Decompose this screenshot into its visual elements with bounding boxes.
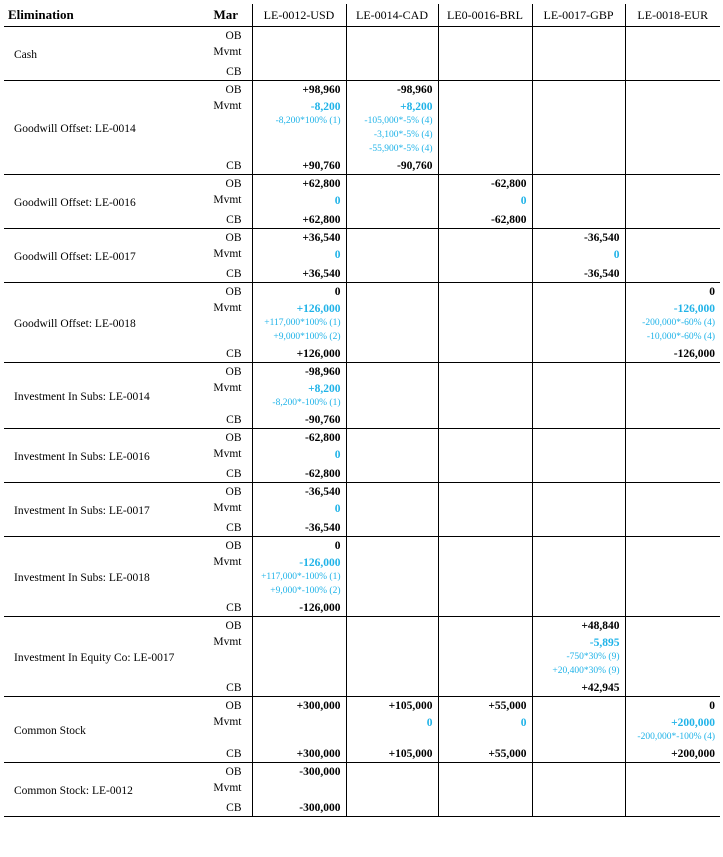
opening-balance-label: OB: [225, 700, 242, 712]
closing-balance-value: [625, 798, 720, 817]
closing-balance-value: [625, 156, 720, 175]
opening-balance-value: [252, 27, 346, 47]
opening-balance-value: [346, 617, 438, 637]
opening-balance-value: +62,800: [252, 175, 346, 195]
movement-cell: [532, 46, 625, 62]
opening-balance-label: OB: [225, 232, 242, 244]
closing-balance-value: [438, 464, 532, 483]
opening-balance-value: [252, 617, 346, 637]
account-name: Investment In Subs: LE-0017: [4, 483, 200, 537]
opening-balance-value: [532, 537, 625, 557]
movement-cell: [625, 46, 720, 62]
entity-header: LE-0018-EUR: [625, 4, 720, 27]
closing-balance-value: [532, 598, 625, 617]
opening-balance-value: [532, 429, 625, 449]
closing-balance-value: [532, 410, 625, 429]
movement-cell: [625, 556, 720, 598]
movement-calculation-note: +117,000*100% (1): [264, 318, 341, 328]
opening-balance-value: [346, 363, 438, 383]
movement-calculation-note: -8,200*-100% (1): [272, 398, 341, 408]
opening-balance-value: [346, 27, 438, 47]
movement-cell: [532, 194, 625, 210]
opening-balance-value: [532, 27, 625, 47]
closing-balance-value: +126,000: [252, 344, 346, 363]
movement-cell: [532, 716, 625, 744]
closing-balance-value: [438, 156, 532, 175]
movement-cell: [438, 716, 532, 744]
entity-header: LE-0014-CAD: [346, 4, 438, 27]
movement-label: Mvmt: [213, 382, 242, 394]
opening-balance-value: [438, 537, 532, 557]
opening-balance-value: [625, 363, 720, 383]
movement-cell: [625, 248, 720, 264]
movement-value: -8,200: [310, 101, 341, 113]
movement-value: -5,895: [589, 637, 620, 649]
closing-balance-value: +36,540: [252, 264, 346, 283]
opening-balance-value: [346, 429, 438, 449]
table-row-ob: [4, 27, 720, 47]
opening-balance-value: [438, 363, 532, 383]
closing-balance-value: [532, 798, 625, 817]
closing-balance-value: [625, 210, 720, 229]
opening-balance-value: [625, 229, 720, 249]
movement-label: Mvmt: [213, 782, 242, 794]
movement-cell: [532, 302, 625, 344]
header-row: [4, 4, 720, 27]
movement-cell: [346, 448, 438, 464]
movement-cell: [625, 194, 720, 210]
closing-balance-value: [346, 678, 438, 697]
movement-calculation-note: -105,000*-5% (4): [364, 116, 433, 126]
movement-cell: [625, 716, 720, 744]
opening-balance-value: +98,960: [252, 81, 346, 101]
movement-cell: [438, 502, 532, 518]
movement-value: 0: [334, 449, 341, 461]
movement-cell: [625, 100, 720, 156]
movement-calculation-note: +117,000*-100% (1): [261, 572, 341, 582]
movement-value: +126,000: [296, 303, 341, 315]
closing-balance-value: [346, 464, 438, 483]
account-name: Cash: [4, 27, 200, 81]
movement-label: Mvmt: [213, 46, 242, 58]
opening-balance-value: [625, 175, 720, 195]
movement-label: Mvmt: [213, 248, 242, 260]
closing-balance-value: [532, 210, 625, 229]
closing-balance-value: [346, 410, 438, 429]
movement-cell: [625, 636, 720, 678]
movement-label: Mvmt: [213, 194, 242, 206]
movement-cell: [532, 636, 625, 678]
movement-label: Mvmt: [213, 100, 242, 112]
movement-value: -126,000: [299, 557, 341, 569]
movement-cell: [252, 194, 346, 210]
closing-balance-label: CB: [200, 264, 252, 283]
closing-balance-label: CB: [200, 464, 252, 483]
movement-cell: [532, 782, 625, 798]
movement-label: Mvmt: [213, 556, 242, 568]
closing-balance-value: -126,000: [625, 344, 720, 363]
closing-balance-value: +42,945: [532, 678, 625, 697]
closing-balance-value: [346, 798, 438, 817]
closing-balance-label: CB: [200, 62, 252, 81]
movement-calculation-note: +20,400*30% (9): [552, 666, 620, 676]
movement-cell: [346, 302, 438, 344]
closing-balance-value: [252, 678, 346, 697]
opening-balance-label: OB: [225, 766, 242, 778]
movement-label: Mvmt: [213, 716, 242, 728]
closing-balance-value: [625, 518, 720, 537]
opening-balance-value: 0: [252, 537, 346, 557]
entity-header: LE-0012-USD: [252, 4, 346, 27]
closing-balance-label: CB: [200, 156, 252, 175]
closing-balance-value: [532, 156, 625, 175]
movement-label: Mvmt: [213, 636, 242, 648]
table-row-ob: [4, 229, 720, 249]
closing-balance-label: CB: [200, 798, 252, 817]
movement-value: 0: [520, 717, 527, 729]
table-row-ob: [4, 697, 720, 717]
opening-balance-label: OB: [225, 486, 242, 498]
movement-cell: [532, 556, 625, 598]
movement-cell: [438, 448, 532, 464]
opening-balance-value: [346, 483, 438, 503]
opening-balance-value: [625, 537, 720, 557]
opening-balance-value: [438, 81, 532, 101]
closing-balance-value: [532, 744, 625, 763]
opening-balance-value: [532, 697, 625, 717]
opening-balance-value: +105,000: [346, 697, 438, 717]
movement-value: 0: [613, 249, 620, 261]
opening-balance-label: OB: [225, 84, 242, 96]
closing-balance-value: [438, 410, 532, 429]
movement-label: Mvmt: [213, 502, 242, 514]
opening-balance-value: [532, 81, 625, 101]
movement-cell: [346, 100, 438, 156]
account-name: Investment In Equity Co: LE-0017: [4, 617, 200, 697]
movement-cell: [252, 782, 346, 798]
opening-balance-value: +55,000: [438, 697, 532, 717]
table-row-ob: [4, 537, 720, 557]
closing-balance-label: CB: [200, 410, 252, 429]
opening-balance-value: 0: [625, 697, 720, 717]
movement-calculation-note: -55,900*-5% (4): [369, 144, 433, 154]
opening-balance-value: +36,540: [252, 229, 346, 249]
movement-cell: [438, 782, 532, 798]
movement-cell: [252, 100, 346, 156]
movement-cell: [252, 636, 346, 678]
table-row-ob: [4, 429, 720, 449]
table-row-ob: [4, 283, 720, 303]
opening-balance-value: -36,540: [252, 483, 346, 503]
movement-cell: [438, 556, 532, 598]
elimination-table: [4, 4, 720, 817]
opening-balance-value: [625, 81, 720, 101]
table-row-ob: [4, 763, 720, 783]
movement-cell: [346, 46, 438, 62]
account-name: Goodwill Offset: LE-0017: [4, 229, 200, 283]
closing-balance-value: [532, 464, 625, 483]
closing-balance-label: CB: [200, 744, 252, 763]
opening-balance-label: OB: [225, 432, 242, 444]
movement-cell: [438, 302, 532, 344]
closing-balance-value: [532, 62, 625, 81]
opening-balance-value: [532, 283, 625, 303]
closing-balance-value: [532, 344, 625, 363]
opening-balance-value: [438, 229, 532, 249]
opening-balance-value: -36,540: [532, 229, 625, 249]
movement-value: +200,000: [671, 717, 715, 729]
closing-balance-value: +90,760: [252, 156, 346, 175]
closing-balance-value: -62,800: [438, 210, 532, 229]
closing-balance-label: CB: [200, 210, 252, 229]
opening-balance-value: -62,800: [438, 175, 532, 195]
movement-cell: [532, 100, 625, 156]
opening-balance-value: [346, 283, 438, 303]
closing-balance-value: [346, 62, 438, 81]
opening-balance-value: -98,960: [346, 81, 438, 101]
movement-calculation-note: +9,000*100% (2): [273, 332, 341, 342]
movement-cell: [532, 448, 625, 464]
movement-cell: [252, 302, 346, 344]
movement-calculation-note: -8,200*100% (1): [275, 116, 341, 126]
table-row-ob: [4, 363, 720, 383]
movement-calculation-note: -750*30% (9): [566, 652, 620, 662]
movement-cell: [625, 382, 720, 410]
opening-balance-value: [438, 483, 532, 503]
movement-calculation-note: +9,000*-100% (2): [270, 586, 341, 596]
opening-balance-value: [532, 363, 625, 383]
movement-value: -126,000: [673, 303, 715, 315]
movement-cell: [346, 194, 438, 210]
opening-balance-label: OB: [225, 540, 242, 552]
closing-balance-value: +200,000: [625, 744, 720, 763]
movement-label: Mvmt: [213, 302, 242, 314]
account-name: Goodwill Offset: LE-0016: [4, 175, 200, 229]
closing-balance-value: [438, 264, 532, 283]
closing-balance-value: -90,760: [252, 410, 346, 429]
account-name: Investment In Subs: LE-0016: [4, 429, 200, 483]
opening-balance-value: [346, 175, 438, 195]
closing-balance-value: [625, 62, 720, 81]
account-name: Goodwill Offset: LE-0018: [4, 283, 200, 363]
closing-balance-value: [346, 264, 438, 283]
opening-balance-value: [346, 763, 438, 783]
movement-value: 0: [426, 717, 433, 729]
opening-balance-value: [532, 763, 625, 783]
entity-header: LE0-0016-BRL: [438, 4, 532, 27]
movement-cell: [252, 716, 346, 744]
closing-balance-value: [438, 518, 532, 537]
movement-calculation-note: -200,000*-100% (4): [637, 732, 715, 742]
closing-balance-value: [438, 678, 532, 697]
opening-balance-label: OB: [225, 366, 242, 378]
opening-balance-value: [625, 617, 720, 637]
elimination-header: Elimination: [4, 4, 200, 27]
movement-cell: [532, 248, 625, 264]
movement-cell: [346, 382, 438, 410]
opening-balance-value: [438, 283, 532, 303]
movement-cell: [346, 636, 438, 678]
closing-balance-value: [625, 410, 720, 429]
opening-balance-label: OB: [225, 286, 242, 298]
closing-balance-value: [625, 264, 720, 283]
table-row-ob: [4, 483, 720, 503]
movement-calculation-note: -200,000*-60% (4): [642, 318, 715, 328]
closing-balance-label: CB: [200, 678, 252, 697]
closing-balance-value: [438, 62, 532, 81]
opening-balance-value: [625, 429, 720, 449]
opening-balance-value: [532, 175, 625, 195]
movement-cell: [438, 46, 532, 62]
opening-balance-value: [625, 483, 720, 503]
movement-cell: [438, 636, 532, 678]
movement-cell: [252, 46, 346, 62]
opening-balance-value: -98,960: [252, 363, 346, 383]
closing-balance-value: [438, 344, 532, 363]
closing-balance-value: [625, 464, 720, 483]
opening-balance-value: [532, 483, 625, 503]
closing-balance-value: -36,540: [532, 264, 625, 283]
closing-balance-value: [532, 518, 625, 537]
closing-balance-value: [346, 210, 438, 229]
opening-balance-value: [438, 617, 532, 637]
opening-balance-value: [625, 27, 720, 47]
opening-balance-value: [346, 537, 438, 557]
movement-cell: [252, 448, 346, 464]
movement-calculation-note: -10,000*-60% (4): [646, 332, 715, 342]
opening-balance-value: 0: [625, 283, 720, 303]
movement-cell: [252, 382, 346, 410]
movement-cell: [346, 556, 438, 598]
account-name: Common Stock: [4, 697, 200, 763]
closing-balance-value: -90,760: [346, 156, 438, 175]
closing-balance-value: [346, 598, 438, 617]
movement-cell: [346, 782, 438, 798]
movement-value: +8,200: [308, 383, 341, 395]
closing-balance-value: -36,540: [252, 518, 346, 537]
closing-balance-value: [438, 798, 532, 817]
movement-cell: [438, 194, 532, 210]
closing-balance-value: [625, 678, 720, 697]
movement-cell: [346, 248, 438, 264]
opening-balance-value: [625, 763, 720, 783]
movement-cell: [532, 382, 625, 410]
closing-balance-value: -126,000: [252, 598, 346, 617]
movement-label: Mvmt: [213, 448, 242, 460]
opening-balance-value: +48,840: [532, 617, 625, 637]
opening-balance-value: [438, 763, 532, 783]
opening-balance-value: +300,000: [252, 697, 346, 717]
movement-cell: [252, 502, 346, 518]
movement-value: 0: [334, 503, 341, 515]
opening-balance-label: OB: [225, 620, 242, 632]
table-body: [4, 27, 720, 817]
closing-balance-label: CB: [200, 344, 252, 363]
movement-cell: [438, 248, 532, 264]
table-row-ob: [4, 175, 720, 195]
movement-cell: [625, 302, 720, 344]
movement-cell: [346, 716, 438, 744]
movement-cell: [625, 782, 720, 798]
closing-balance-value: [438, 598, 532, 617]
opening-balance-value: [438, 429, 532, 449]
closing-balance-label: CB: [200, 518, 252, 537]
entity-header: LE-0017-GBP: [532, 4, 625, 27]
period-header: Mar: [200, 4, 252, 27]
opening-balance-value: -300,000: [252, 763, 346, 783]
opening-balance-value: [346, 229, 438, 249]
movement-value: +8,200: [400, 101, 433, 113]
movement-cell: [625, 448, 720, 464]
closing-balance-value: [252, 62, 346, 81]
movement-cell: [625, 502, 720, 518]
account-name: Common Stock: LE-0012: [4, 763, 200, 817]
opening-balance-value: -62,800: [252, 429, 346, 449]
closing-balance-value: +55,000: [438, 744, 532, 763]
account-name: Investment In Subs: LE-0014: [4, 363, 200, 429]
closing-balance-value: +62,800: [252, 210, 346, 229]
account-name: Goodwill Offset: LE-0014: [4, 81, 200, 175]
movement-cell: [532, 502, 625, 518]
movement-cell: [252, 248, 346, 264]
movement-value: 0: [334, 249, 341, 261]
closing-balance-value: -62,800: [252, 464, 346, 483]
opening-balance-label: OB: [225, 178, 242, 190]
movement-cell: [438, 382, 532, 410]
movement-calculation-note: -3,100*-5% (4): [373, 130, 433, 140]
movement-value: 0: [334, 195, 341, 207]
opening-balance-value: 0: [252, 283, 346, 303]
closing-balance-value: +105,000: [346, 744, 438, 763]
movement-cell: [438, 100, 532, 156]
closing-balance-value: [346, 344, 438, 363]
movement-value: 0: [520, 195, 527, 207]
opening-balance-label: OB: [225, 30, 242, 42]
movement-cell: [346, 502, 438, 518]
account-name: Investment In Subs: LE-0018: [4, 537, 200, 617]
opening-balance-value: [438, 27, 532, 47]
closing-balance-value: -300,000: [252, 798, 346, 817]
closing-balance-label: CB: [200, 598, 252, 617]
closing-balance-value: [625, 598, 720, 617]
closing-balance-value: [346, 518, 438, 537]
closing-balance-value: +300,000: [252, 744, 346, 763]
table-row-ob: [4, 617, 720, 637]
movement-cell: [252, 556, 346, 598]
table-row-ob: [4, 81, 720, 101]
